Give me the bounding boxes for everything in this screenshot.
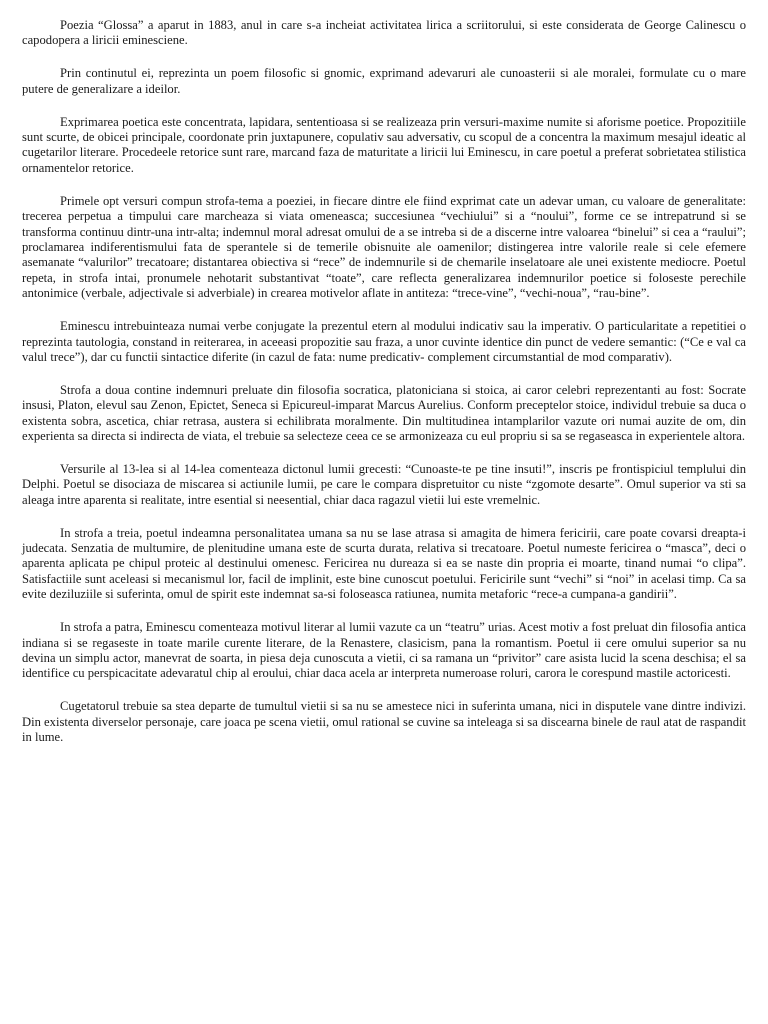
paragraph-5: Eminescu intrebuinteaza numai verbe conjugate la prezentul etern al modului indicativ sau la imperativ. O particularitate a repetitiei o reprezinta tautologia, constand in reiterarea, in aceeasi propozitie sau fraza, a unor cuvinte identice din punct de vedere semantic: (“Ce e val ca valul trece”), dar cu functii sintactice diferite (in cazul de fata: nume predicativ- complement circumstantial de mod comparativ). xyxy=(22,319,746,364)
document-page xyxy=(22,18,746,763)
paragraph-2: Prin continutul ei, reprezinta un poem filosofic si gnomic, exprimand adevaruri ale cunoasterii si ale moralei, formulate cu o mare putere de generalizare a ideilor. xyxy=(22,66,746,96)
paragraph-1: Poezia “Glossa” a aparut in 1883, anul in care s-a incheiat activitatea lirica a scriitorului, si este considerata de George Calinescu o capodopera a liricii eminesciene. xyxy=(22,18,746,48)
paragraph-10: Cugetatorul trebuie sa stea departe de tumultul vietii si sa nu se amestece nici in suferinta umana, nici in disputele vane dintre indivizi. Din existenta diverselor personaje, care joaca pe scena vietii, omul rational se cuvine sa inteleaga si sa discearna binele de raul atat de raspandit in lume. xyxy=(22,699,746,745)
paragraph-6: Strofa a doua contine indemnuri preluate din filosofia socratica, platoniciana si stoica, ai caror celebri reprezentanti au fost: Socrate insusi, Platon, elevul sau Zenon, Epictet, Seneca si Epicureul-imparat Marcus Aurelius. Conform preceptelor stoice, individul trebuie sa duca o existenta sobra, ascetica, chiar retrasa, austera si echilibrata moralmente. Din multitudinea intamplarilor vazute ori numai auzite de om, din experienta sa directa si indirecta de viata, el trebuie sa selecteze ceea ce se armonizeaza cu eul propriu si sa se regaseasca in experientele altora. xyxy=(22,382,746,444)
paragraph-7: Versurile al 13-lea si al 14-lea comenteaza dictonul lumii grecesti: “Cunoaste-te pe tine insuti!”, inscris pe frontispiciul templului din Delphi. Poetul se disociaza de miscarea si actiunile lumii, pe care le compara dispretuitor cu niste “zgomote desarte”. Omul superior va sti sa aleaga intre aparenta si realitate, intre esential si neesential, chiar daca ragazul vietii lui este vremelnic. xyxy=(22,461,746,507)
paragraph-3: Exprimarea poetica este concentrata, lapidara, sententioasa si se realizeaza prin versuri-maxime numite si aforisme poetice. Propozitiile sunt scurte, de obicei principale, coordonate prin juxtapunere, copulativ sau adversativ, cu scopul de a concentra la maximum mesajul ideatic al cugetarilor literare. Procedeele retorice sunt rare, marcand faza de maturitate a liricii lui Eminescu, in care poetul a preferat sobrietatea stilistica ornamentelor retorice. xyxy=(22,114,746,175)
paragraph-8: In strofa a treia, poetul indeamna personalitatea umana sa nu se lase atrasa si amagita de himera fericirii, care poate covarsi dreapta-i judecata. Senzatia de multumire, de plenitudine umana este de scurta durata, relativa si trecatoare. Poetul numeste fericirea o “masca”, deci o aparenta aplicata pe chipul proteic al destinului omenesc. Fericirea nu dureaza si ea se naste din propria ei moarte, tinand numai “o clipa”. Satisfactiile sunt aceleasi si mecanismul lor, facil de implinit, este bine cunoscut poetului. Fericirile sunt “vechi” si “noi” in acelasi timp. Ca sa evite deziluziile si suferinta, omul de spirit este indemnat sa-si foloseasca ratiunea, numita metaforic “rece-a cumpana-a gandirii”. xyxy=(22,525,746,602)
paragraph-9: In strofa a patra, Eminescu comenteaza motivul literar al lumii vazute ca un “teatru” urias. Acest motiv a fost preluat din filosofia antica indiana si se regaseste in toate marile curente literare, de la Renastere, clasicism, pana la romantism. Poetul ii cere omului superior sa nu devina un simplu actor, manevrat de soarta, in piesa deja cunoscuta a vietii, ci sa ramana un “privitor” care asista lucid la scena deschisa; el sa identifice cu perspicacitate adevaratul chip al eroului, chiar daca acela ar interpreta numeroase roluri, carora le corespund mastile actoricesti. xyxy=(22,620,746,681)
paragraph-4: Primele opt versuri compun strofa-tema a poeziei, in fiecare dintre ele fiind exprimat cate un adevar uman, cu valoare de generalitate: trecerea perpetua a timpului care marcheaza si viata omeneasca; succesiunea “vechiului” si a “noului”, forme ce se intrepatrund si se transforma continuu dintr-una intr-alta; indemnul moral adresat omului de a se intreba si de a discerne intre valoarea “binelui” si cea a “raului”; proclamarea indiferentismului fata de sperantele si de temerile obisnuite ale oamenilor; distingerea intre valorile reale si cele efemere asemanate “valurilor” trecatoare; distantarea obiectiva si “rece” de indemnurile si de chemarile inselatoare ale unei existente mediocre. Poetul repeta, in strofa intai, pronumele nehotarit substantivat “toate”, care reflecta generalizarea indemnurilor poetice si foloseste perechile antonimice (verbale, adjectivale si adverbiale) in crearea motivelor aflate in antiteza: “trece-vine”, “vechi-noua”, “rau-bine”. xyxy=(22,193,746,301)
